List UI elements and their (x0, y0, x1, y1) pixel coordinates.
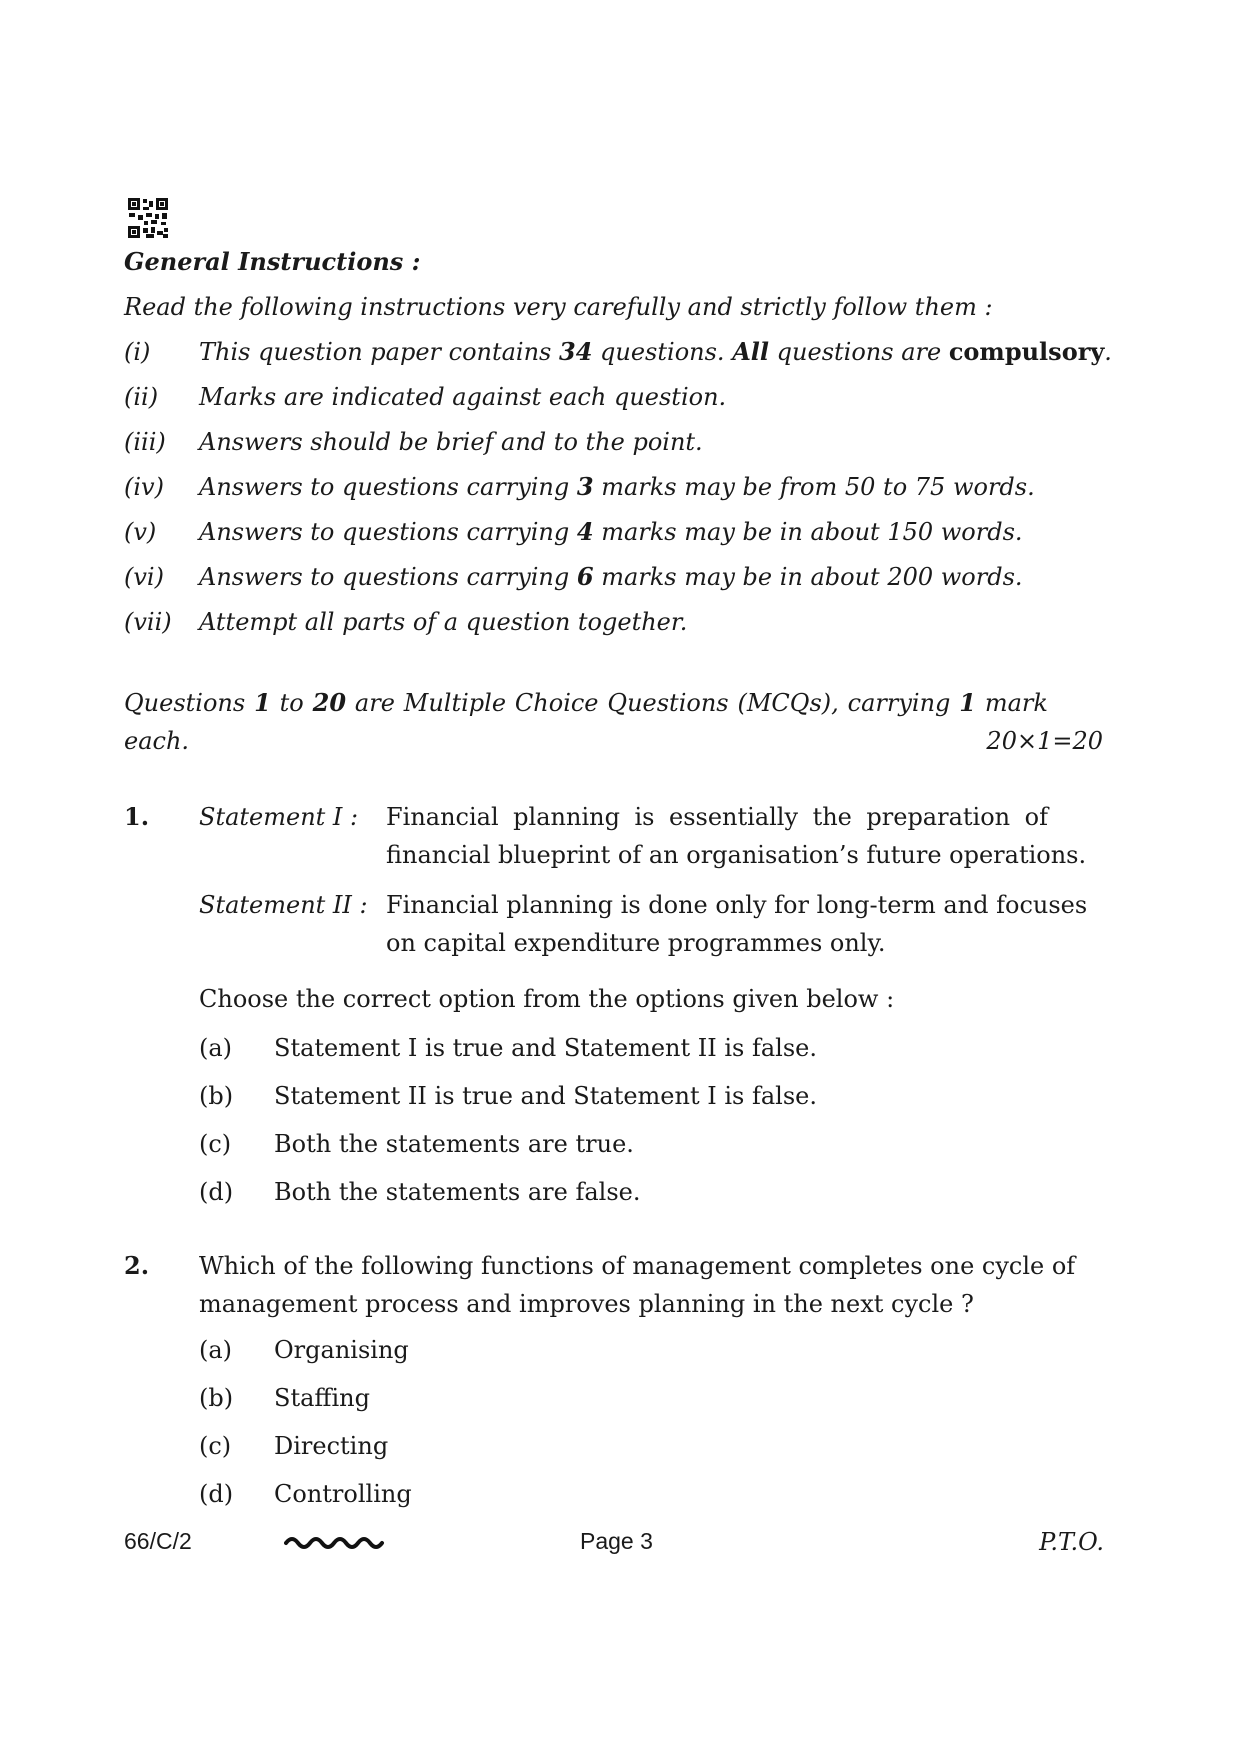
general-instructions-intro: Read the following instructions very carefully and strictly follow them : (124, 293, 993, 321)
instruction-number: (vi) (124, 563, 164, 591)
instruction-number: (iii) (124, 428, 166, 456)
instruction-item: Marks are indicated against each question. (199, 383, 727, 411)
option-text: Staffing (274, 1384, 370, 1412)
instruction-number: (v) (124, 518, 157, 546)
instruction-number: (i) (124, 338, 151, 366)
instruction-number: (iv) (124, 473, 164, 501)
question-text: Which of the following functions of management completes one cycle of (199, 1252, 1076, 1280)
option-text: Controlling (274, 1480, 412, 1508)
statement-label: Statement I : (199, 803, 359, 831)
option-label: (b) (199, 1384, 234, 1412)
option-label: (c) (199, 1130, 232, 1158)
section-note: Questions 1 to 20 are Multiple Choice Questions (MCQs), carrying 1 mark (124, 688, 1048, 717)
instruction-item: Answers should be brief and to the point. (199, 428, 703, 456)
question-text: management process and improves planning in the next cycle ? (199, 1290, 974, 1318)
option-label: (b) (199, 1082, 234, 1110)
wave-decoration (284, 1534, 386, 1550)
instruction-item: Answers to questions carrying 3 marks may be from 50 to 75 words. (199, 472, 1035, 501)
option-text: Directing (274, 1432, 389, 1460)
general-instructions-heading: General Instructions : (124, 247, 421, 276)
option-label: (c) (199, 1432, 232, 1460)
page-number: Page 3 (580, 1528, 653, 1554)
question-number: 1. (124, 802, 150, 831)
option-label: (d) (199, 1480, 234, 1508)
statement-label: Statement II : (199, 891, 368, 919)
statement-text: financial blueprint of an organisation’s future operations. (386, 841, 1087, 869)
option-text: Statement I is true and Statement II is false. (274, 1034, 817, 1062)
instruction-item: Answers to questions carrying 6 marks may be in about 200 words. (199, 562, 1023, 591)
section-marks: 20×1=20 (986, 727, 1103, 755)
instruction-item: Answers to questions carrying 4 marks may be in about 150 words. (199, 517, 1023, 546)
option-label: (a) (199, 1336, 233, 1364)
statement-text: Financial planning is done only for long-term and focuses (386, 891, 1088, 919)
option-label: (d) (199, 1178, 234, 1206)
option-text: Both the statements are true. (274, 1130, 634, 1158)
option-text: Both the statements are false. (274, 1178, 641, 1206)
statement-text: on capital expenditure programmes only. (386, 929, 886, 957)
option-label: (a) (199, 1034, 233, 1062)
paper-code: 66/C/2 (124, 1528, 192, 1554)
instruction-item: This question paper contains 34 questions. All questions are compulsory. (199, 337, 1112, 366)
instruction-item: Attempt all parts of a question together. (199, 608, 688, 636)
option-text: Organising (274, 1336, 409, 1364)
instruction-number: (ii) (124, 383, 159, 411)
section-note-end: each. (124, 727, 190, 755)
qr-code (128, 198, 168, 238)
option-text: Statement II is true and Statement I is false. (274, 1082, 817, 1110)
pto-label: P.T.O. (1039, 1528, 1104, 1556)
question-number: 2. (124, 1251, 150, 1280)
statement-text: Financial planning is essentially the preparation of (386, 803, 1048, 831)
instruction-number: (vii) (124, 608, 172, 636)
question-prompt: Choose the correct option from the options given below : (199, 985, 895, 1013)
